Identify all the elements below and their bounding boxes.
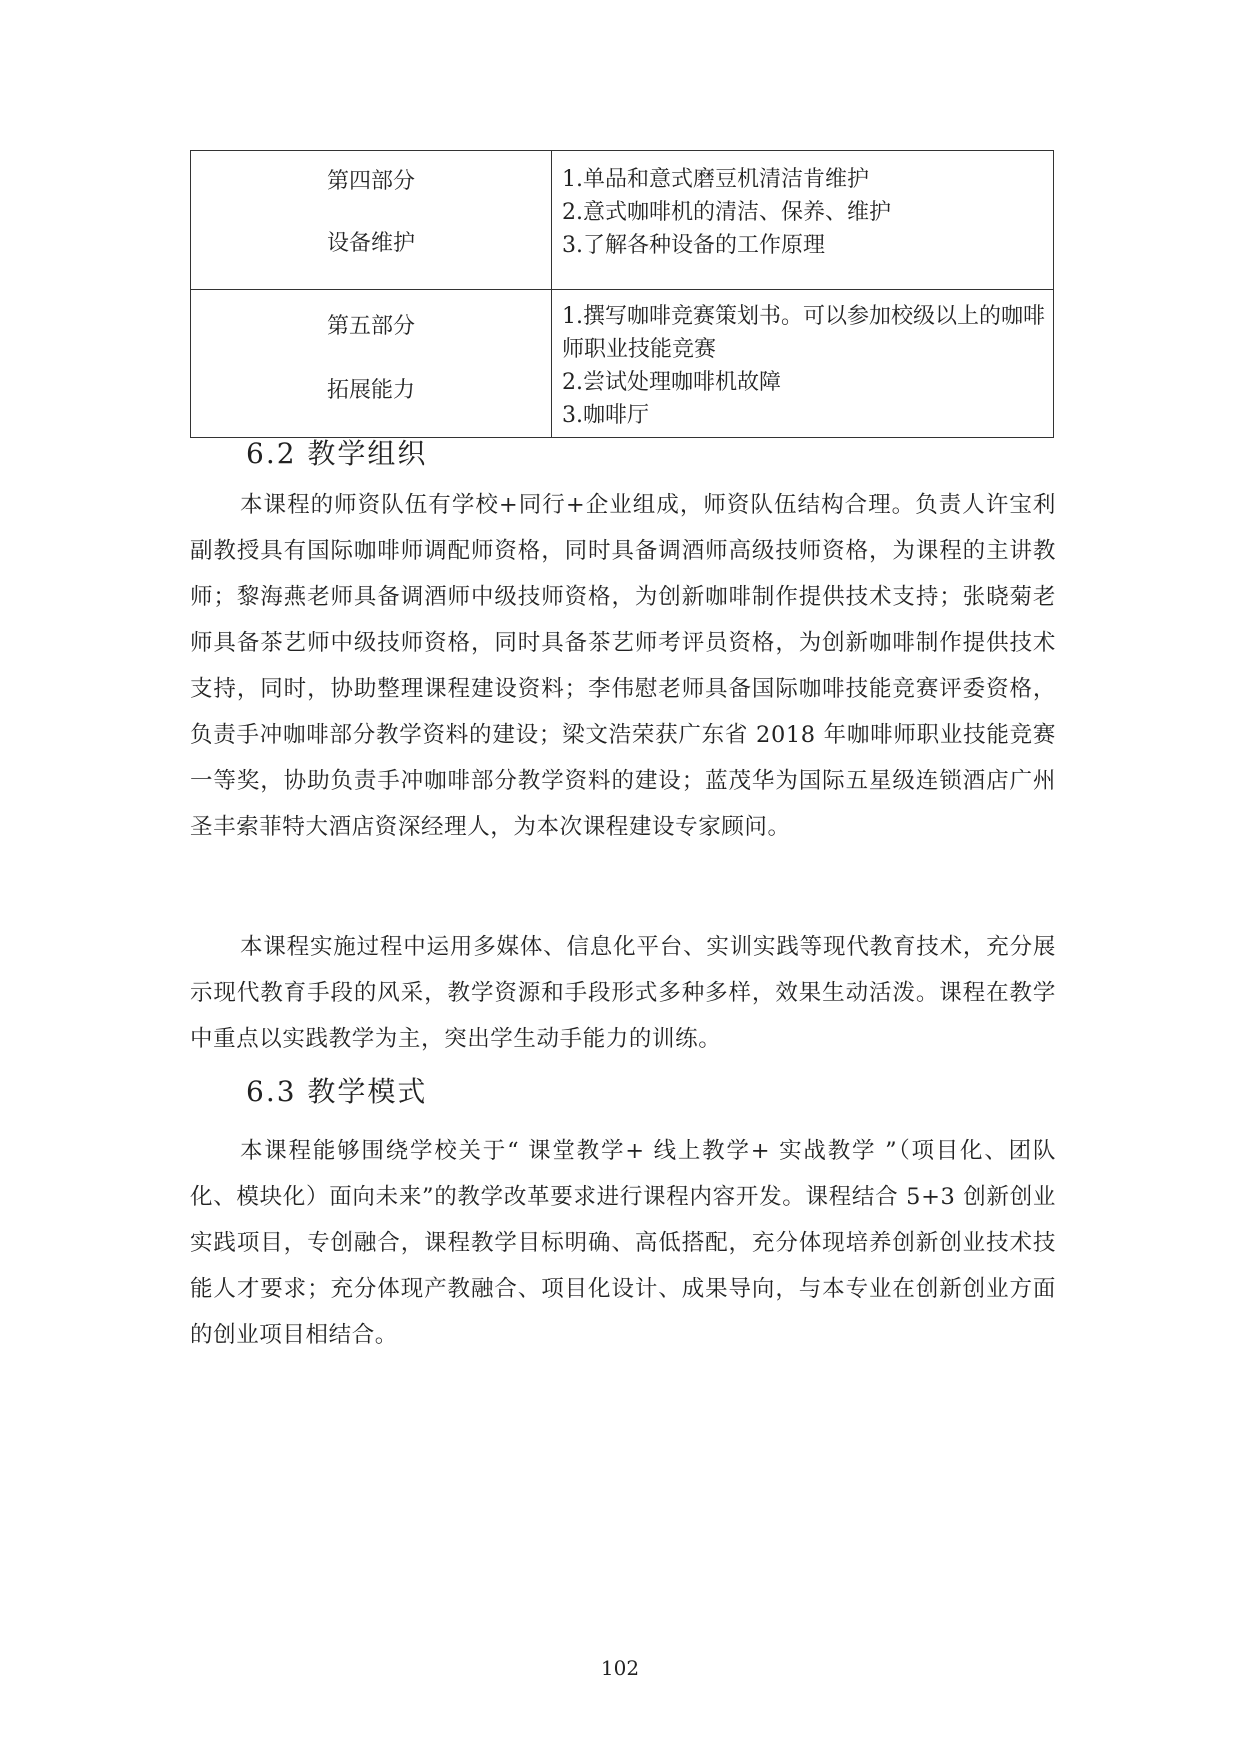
list-item: 2.意式咖啡机的清洁、保养、维护	[562, 200, 891, 225]
paragraph: 本课程的师资队伍有学校+同行+企业组成，师资队伍结构合理。负责人许宝利副教授具有国际咖啡师调配师资格，同时具备调酒师高级技师资格，为课程的主讲教师；黎海燕老师具备调酒师中级技师资格，为创新咖啡制作提供技术支持；张晓菊老师具备茶艺师中级技师资格，同时具备茶艺师考评员资格，为创新咖啡制作提供技术支持，同时，协助整理课程建设资料；李伟慰老师具备国际咖啡技能竞赛评委资格，负责手冲咖啡部分教学资料的建设；梁文浩荣获广东省 2018 年咖啡师职业技能竞赛一等奖，协助负责手冲咖啡部分教学资料的建设；蓝茂华为国际五星级连锁酒店广州圣丰索菲特大酒店资深经理人，为本次课程建设专家顾问。	[190, 492, 1056, 840]
part-name: 设备维护	[326, 231, 415, 256]
list-item: 3.咖啡厅	[562, 403, 649, 428]
section-heading: 6.2 教学组织	[246, 437, 428, 470]
paragraph: 本课程实施过程中运用多媒体、信息化平台、实训实践等现代教育技术，充分展示现代教育手段的风采，教学资源和手段形式多种多样，效果生动活泼。课程在教学中重点以实践教学为主，突出学生动手能力的训练。	[190, 934, 1056, 1052]
part-cell	[191, 151, 552, 290]
table-row	[191, 290, 1054, 438]
page-number: 102	[600, 1656, 640, 1680]
content-cell	[552, 151, 1054, 290]
part-title: 第五部分	[326, 314, 415, 339]
part-cell	[191, 290, 552, 438]
list-item: 1.撰写咖啡竞赛策划书。可以参加校级以上的咖啡师职业技能竞赛	[562, 304, 1045, 362]
list-item: 3.了解各种设备的工作原理	[562, 233, 825, 258]
part-name: 拓展能力	[326, 378, 415, 403]
paragraph: 本课程能够围绕学校关于“ 课堂教学+ 线上教学+ 实战教学 ”（项目化、团队化、模块化）面向未来”的教学改革要求进行课程内容开发。课程结合 5+3 创新创业实践项目，专创融合，课程教学目标明确、高低搭配，充分体现培养创新创业技术技能人才要求；充分体现产教融合、项目化设计、成果导向，与本专业在创新创业方面的创业项目相结合。	[190, 1138, 1056, 1348]
list-item: 2.尝试处理咖啡机故障	[562, 370, 781, 395]
list-item: 1.单品和意式磨豆机清洁肯维护	[562, 167, 869, 192]
part-title: 第四部分	[326, 169, 415, 194]
section-heading: 6.3 教学模式	[246, 1075, 428, 1108]
table-row	[191, 151, 1054, 290]
content-cell	[552, 290, 1054, 438]
course-parts-table	[190, 150, 1054, 438]
